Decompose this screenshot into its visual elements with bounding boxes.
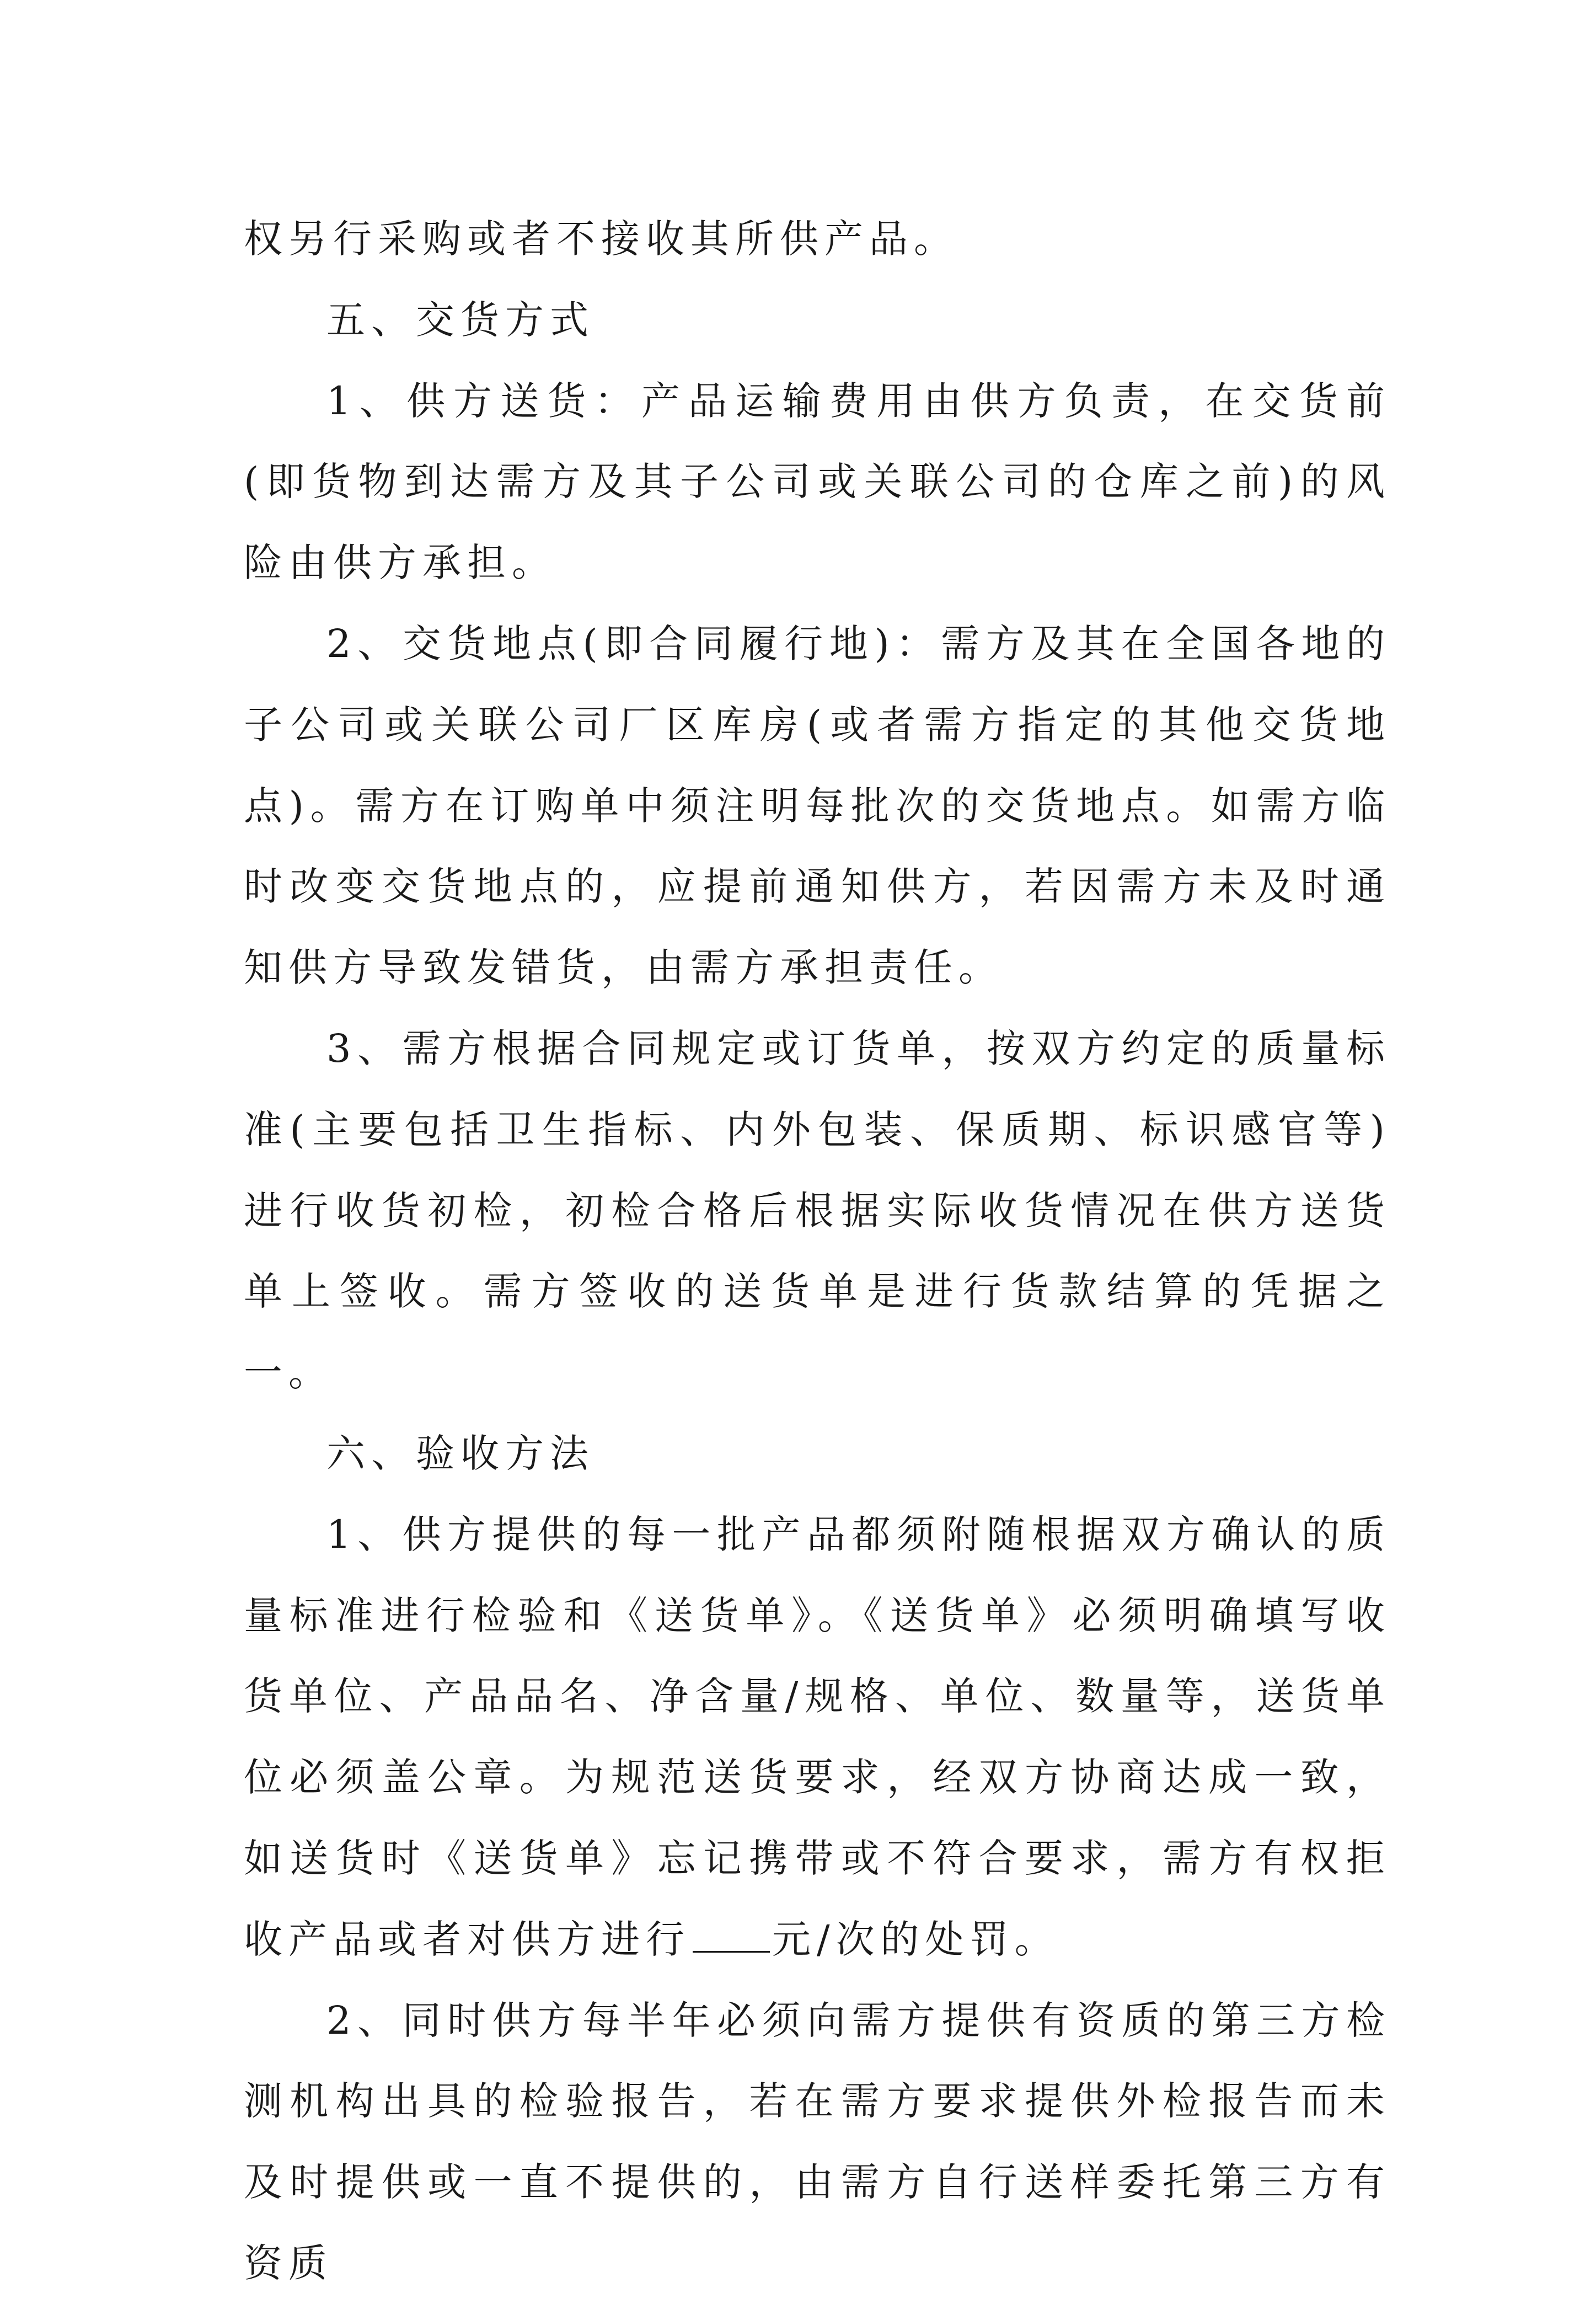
section-heading-acceptance: 六、验收方法 (326, 1430, 595, 1476)
paragraph-acceptance-1-tail: 元/次的处罚。 (772, 1916, 1059, 1962)
paragraph-delivery-1: 1、供方送货：产品运输费用由供方负责，在交货前(即货物到达需方及其子公司或关联公司的仓库之前)的风险由供方承担。 (244, 378, 1391, 586)
paragraph-delivery-2: 2、交货地点(即合同履行地)：需方及其在全国各地的子公司或关联公司厂区库房(或者需方指定的其他交货地点)。需方在订购单中须注明每批次的交货地点。如需方临时改变交货地点的，应提前通知供方，若因需方未及时通知供方导致发错货，由需方承担责任。 (244, 621, 1391, 991)
paragraph-delivery-3: 3、需方根据合同规定或订货单，按双方约定的质量标准(主要包括卫生指标、内外包装、保质期、标识感官等)进行收货初检，初检合格后根据实际收货情况在供方送货单上签收。需方签收的送货单是进行货款结算的凭据之一。 (244, 1025, 1391, 1396)
paragraph-acceptance-1 (244, 1494, 1391, 1980)
paragraph-continuation: 权另行采购或者不接收其所供产品。 (244, 216, 958, 261)
fill-in-blank (693, 1916, 770, 1953)
document-body (244, 199, 1391, 2304)
paragraph-acceptance-1-text: 1、供方提供的每一批产品都须附随根据双方确认的质量标准进行检验和《送货单》。《送货单》必须明确填写收货单位、产品品名、净含量/规格、单位、数量等，送货单位必须盖公章。为规范送货要求，经双方协商达成一致，如送货时《送货单》忘记携带或不符合要求，需方有权拒收产品或者对供方进行 (244, 1511, 1391, 1962)
section-heading-delivery: 五、交货方式 (326, 297, 595, 343)
paragraph-acceptance-2: 2、同时供方每半年必须向需方提供有资质的第三方检测机构出具的检验报告，若在需方要求提供外检报告而未及时提供或一直不提供的，由需方自行送样委托第三方有资质 (244, 1997, 1391, 2286)
